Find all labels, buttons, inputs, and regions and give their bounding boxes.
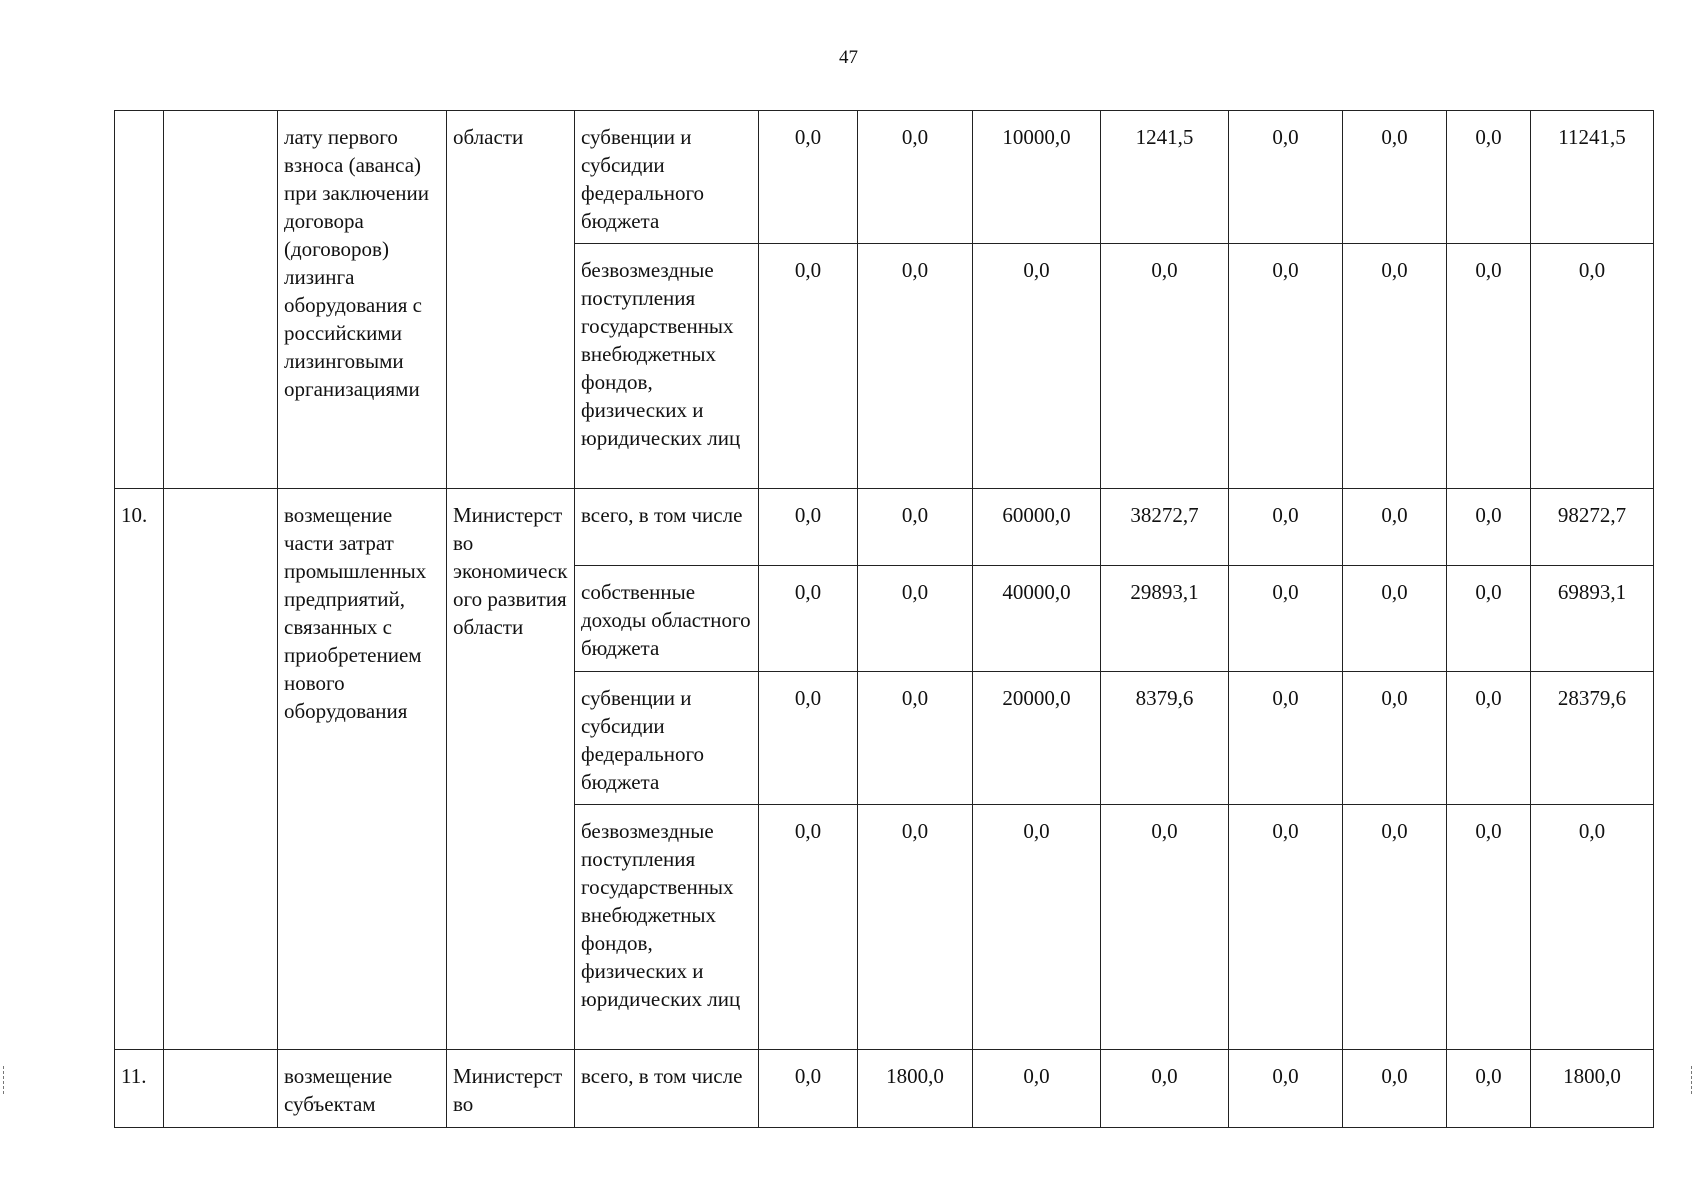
left-edge-mark xyxy=(3,1066,6,1094)
total-cell: 0,0 xyxy=(1531,805,1654,1050)
value-cell: 38272,7 xyxy=(1101,489,1229,566)
row-number-cell xyxy=(115,111,164,489)
value-cell: 0,0 xyxy=(759,672,858,805)
value-cell: 0,0 xyxy=(1447,111,1531,244)
value-cell: 0,0 xyxy=(1229,805,1343,1050)
value-cell: 0,0 xyxy=(973,1050,1101,1128)
measure-cell: возмещение части затрат промышленных предприятий, связанных с приобретением нового оборудования xyxy=(278,489,447,1050)
value-cell: 0,0 xyxy=(1101,1050,1229,1128)
total-cell: 69893,1 xyxy=(1531,566,1654,672)
value-cell: 0,0 xyxy=(1229,1050,1343,1128)
value-cell: 0,0 xyxy=(1343,672,1447,805)
value-cell: 0,0 xyxy=(858,805,973,1050)
value-cell: 0,0 xyxy=(1447,672,1531,805)
source-cell: безвозмездные поступления государственных внебюджетных фондов, физических и юридических лиц xyxy=(575,244,759,489)
value-cell: 0,0 xyxy=(858,489,973,566)
value-cell: 1241,5 xyxy=(1101,111,1229,244)
executor-cell: области xyxy=(447,111,575,489)
table-row xyxy=(115,489,1654,566)
value-cell: 0,0 xyxy=(973,805,1101,1050)
value-cell: 0,0 xyxy=(1343,566,1447,672)
value-cell: 0,0 xyxy=(1229,244,1343,489)
source-cell: безвозмездные поступления государственных внебюджетных фондов, физических и юридических лиц xyxy=(575,805,759,1050)
executor-cell: Министерство xyxy=(447,1050,575,1128)
value-cell: 60000,0 xyxy=(973,489,1101,566)
source-cell: субвенции и субсидии федерального бюджета xyxy=(575,111,759,244)
value-cell: 0,0 xyxy=(1343,489,1447,566)
value-cell: 0,0 xyxy=(1447,1050,1531,1128)
value-cell: 0,0 xyxy=(1447,489,1531,566)
value-cell: 0,0 xyxy=(1343,111,1447,244)
measure-cell: возмещение субъектам xyxy=(278,1050,447,1128)
value-cell: 0,0 xyxy=(1101,805,1229,1050)
total-cell: 1800,0 xyxy=(1531,1050,1654,1128)
executor-cell: Министерство экономического развития области xyxy=(447,489,575,1050)
source-cell: субвенции и субсидии федерального бюджета xyxy=(575,672,759,805)
value-cell: 0,0 xyxy=(1229,111,1343,244)
value-cell: 20000,0 xyxy=(973,672,1101,805)
value-cell: 0,0 xyxy=(1447,805,1531,1050)
value-cell: 0,0 xyxy=(1229,489,1343,566)
source-cell: собственные доходы областного бюджета xyxy=(575,566,759,672)
value-cell: 10000,0 xyxy=(973,111,1101,244)
measure-cell: лату первого взноса (аванса) при заключении договора (договоров) лизинга оборудования с российскими лизинговыми организациями xyxy=(278,111,447,489)
code-cell xyxy=(164,489,278,1050)
value-cell: 0,0 xyxy=(1101,244,1229,489)
row-number-cell: 11. xyxy=(115,1050,164,1128)
value-cell: 0,0 xyxy=(759,805,858,1050)
table-row xyxy=(115,1050,1654,1128)
value-cell: 0,0 xyxy=(973,244,1101,489)
total-cell: 28379,6 xyxy=(1531,672,1654,805)
code-cell xyxy=(164,1050,278,1128)
value-cell: 0,0 xyxy=(759,489,858,566)
value-cell: 0,0 xyxy=(858,111,973,244)
value-cell: 0,0 xyxy=(858,672,973,805)
value-cell: 40000,0 xyxy=(973,566,1101,672)
value-cell: 8379,6 xyxy=(1101,672,1229,805)
code-cell xyxy=(164,111,278,489)
value-cell: 0,0 xyxy=(1229,566,1343,672)
value-cell: 0,0 xyxy=(858,244,973,489)
page-number: 47 xyxy=(839,47,858,68)
value-cell: 0,0 xyxy=(1343,244,1447,489)
right-edge-mark xyxy=(1691,1066,1694,1094)
total-cell: 11241,5 xyxy=(1531,111,1654,244)
value-cell: 29893,1 xyxy=(1101,566,1229,672)
value-cell: 0,0 xyxy=(1229,672,1343,805)
value-cell: 0,0 xyxy=(858,566,973,672)
source-cell: всего, в том числе xyxy=(575,489,759,566)
value-cell: 0,0 xyxy=(1447,566,1531,672)
value-cell: 0,0 xyxy=(1343,1050,1447,1128)
value-cell: 0,0 xyxy=(1447,244,1531,489)
value-cell: 0,0 xyxy=(759,566,858,672)
value-cell: 0,0 xyxy=(1343,805,1447,1050)
table-row xyxy=(115,111,1654,244)
total-cell: 0,0 xyxy=(1531,244,1654,489)
total-cell: 98272,7 xyxy=(1531,489,1654,566)
value-cell: 1800,0 xyxy=(858,1050,973,1128)
value-cell: 0,0 xyxy=(759,1050,858,1128)
value-cell: 0,0 xyxy=(759,244,858,489)
value-cell: 0,0 xyxy=(759,111,858,244)
source-cell: всего, в том числе xyxy=(575,1050,759,1128)
budget-table xyxy=(114,110,1654,1128)
row-number-cell: 10. xyxy=(115,489,164,1050)
